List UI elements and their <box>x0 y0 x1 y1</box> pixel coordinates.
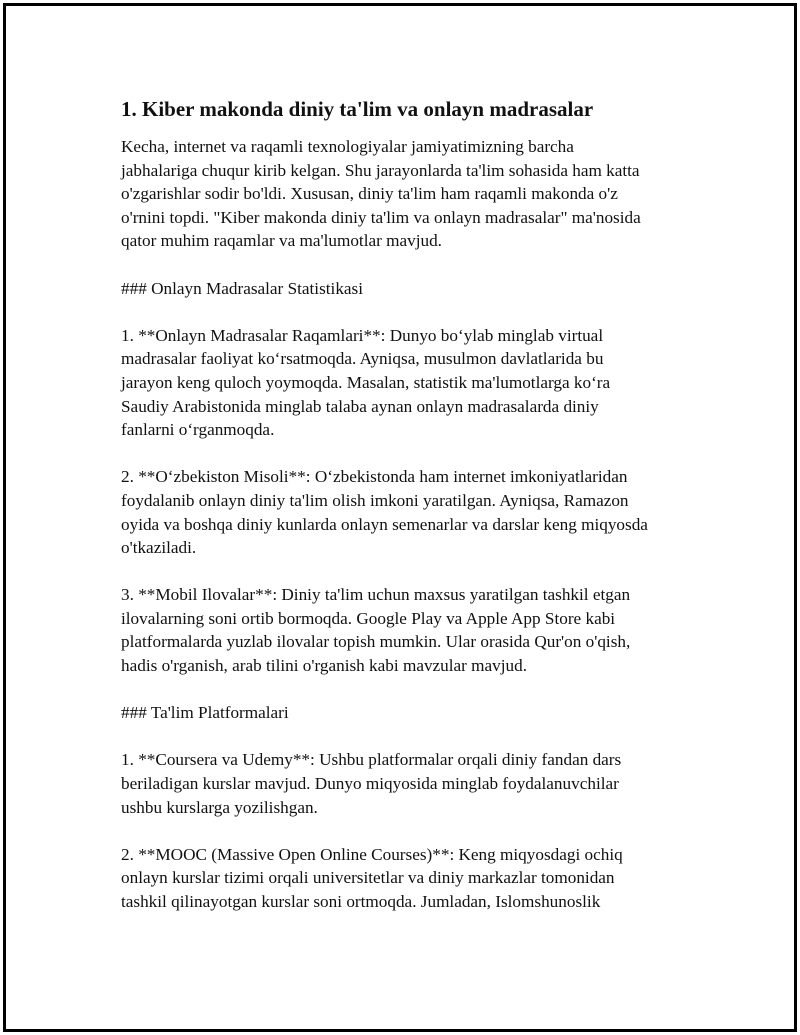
list-item-mobile-apps: 3. **Mobil Ilovalar**: Diniy ta'lim uchun maxsus yaratilgan tashkil etgan ilovalarning soni ortib bormoqda. Google Play va Apple App Store kabi platformalarda yuzlab ilovalar topish mumkin. Ular orasida Qur'on o'qish, hadis o'rganish, arab tilini o'rganish kabi mavzular mavjud. <box>121 585 631 676</box>
section-heading-platforms: ### Ta'lim Platformalari <box>121 703 289 723</box>
list-item-mooc: 2. **MOOC (Massive Open Online Courses)**: Keng miqyosdagi ochiq onlayn kurslar tizimi orqali universitetlar va diniy markazlar tomonidan tashkil qilinayotgan kurslar soni ortmoqda. Jumladan, Islomshunoslik <box>121 844 623 911</box>
document-body <box>121 96 701 937</box>
document-title: 1. Kiber makonda diniy ta'lim va onlayn madrasalar <box>121 97 594 121</box>
section-heading-statistics: ### Onlayn Madrasalar Statistikasi <box>121 278 364 298</box>
list-item-online-madrasas: 1. **Onlayn Madrasalar Raqamlari**: Dunyo bo‘ylab minglab virtual madrasalar faoliyat ko‘rsatmoqda. Ayniqsa, musulmon davlatlarida bu jarayon keng quloch yoymoqda. Masalan, statistik ma'lumotlarga ko‘ra Saudiy Arabistonida minglab talaba aynan onlayn madrasalarda diniy fanlarni o‘rganmoqda. <box>121 325 611 440</box>
page-frame <box>3 3 797 1032</box>
list-item-coursera-udemy: 1. **Coursera va Udemy**: Ushbu platformalar orqali diniy fandan dars beriladigan kurslar mavjud. Dunyo miqyosida minglab foydalanuvchilar ushbu kurslarga yozilishgan. <box>121 750 622 817</box>
list-item-uzbekistan-example: 2. **O‘zbekiston Misoli**: O‘zbekistonda ham internet imkoniyatlaridan foydalanib onlayn diniy ta'lim olish imkoni yaratilgan. Ayniqsa, Ramazon oyida va boshqa diniy kunlarda onlayn semenarlar va darslar keng miqyosda o'tkaziladi. <box>121 467 648 558</box>
paragraph-intro: Kecha, internet va raqamli texnologiyalar jamiyatimizning barcha jabhalariga chuqur kirib kelgan. Shu jarayonlarda ta'lim sohasida ham katta o'zgarishlar sodir bo'ldi. Xususan, diniy ta'lim ham raqamli makonda o'z o'rnini topdi. "Kiber makonda diniy ta'lim va onlayn madrasalar" ma'nosida qator muhim raqamlar va ma'lumotlar mavjud. <box>121 137 641 251</box>
